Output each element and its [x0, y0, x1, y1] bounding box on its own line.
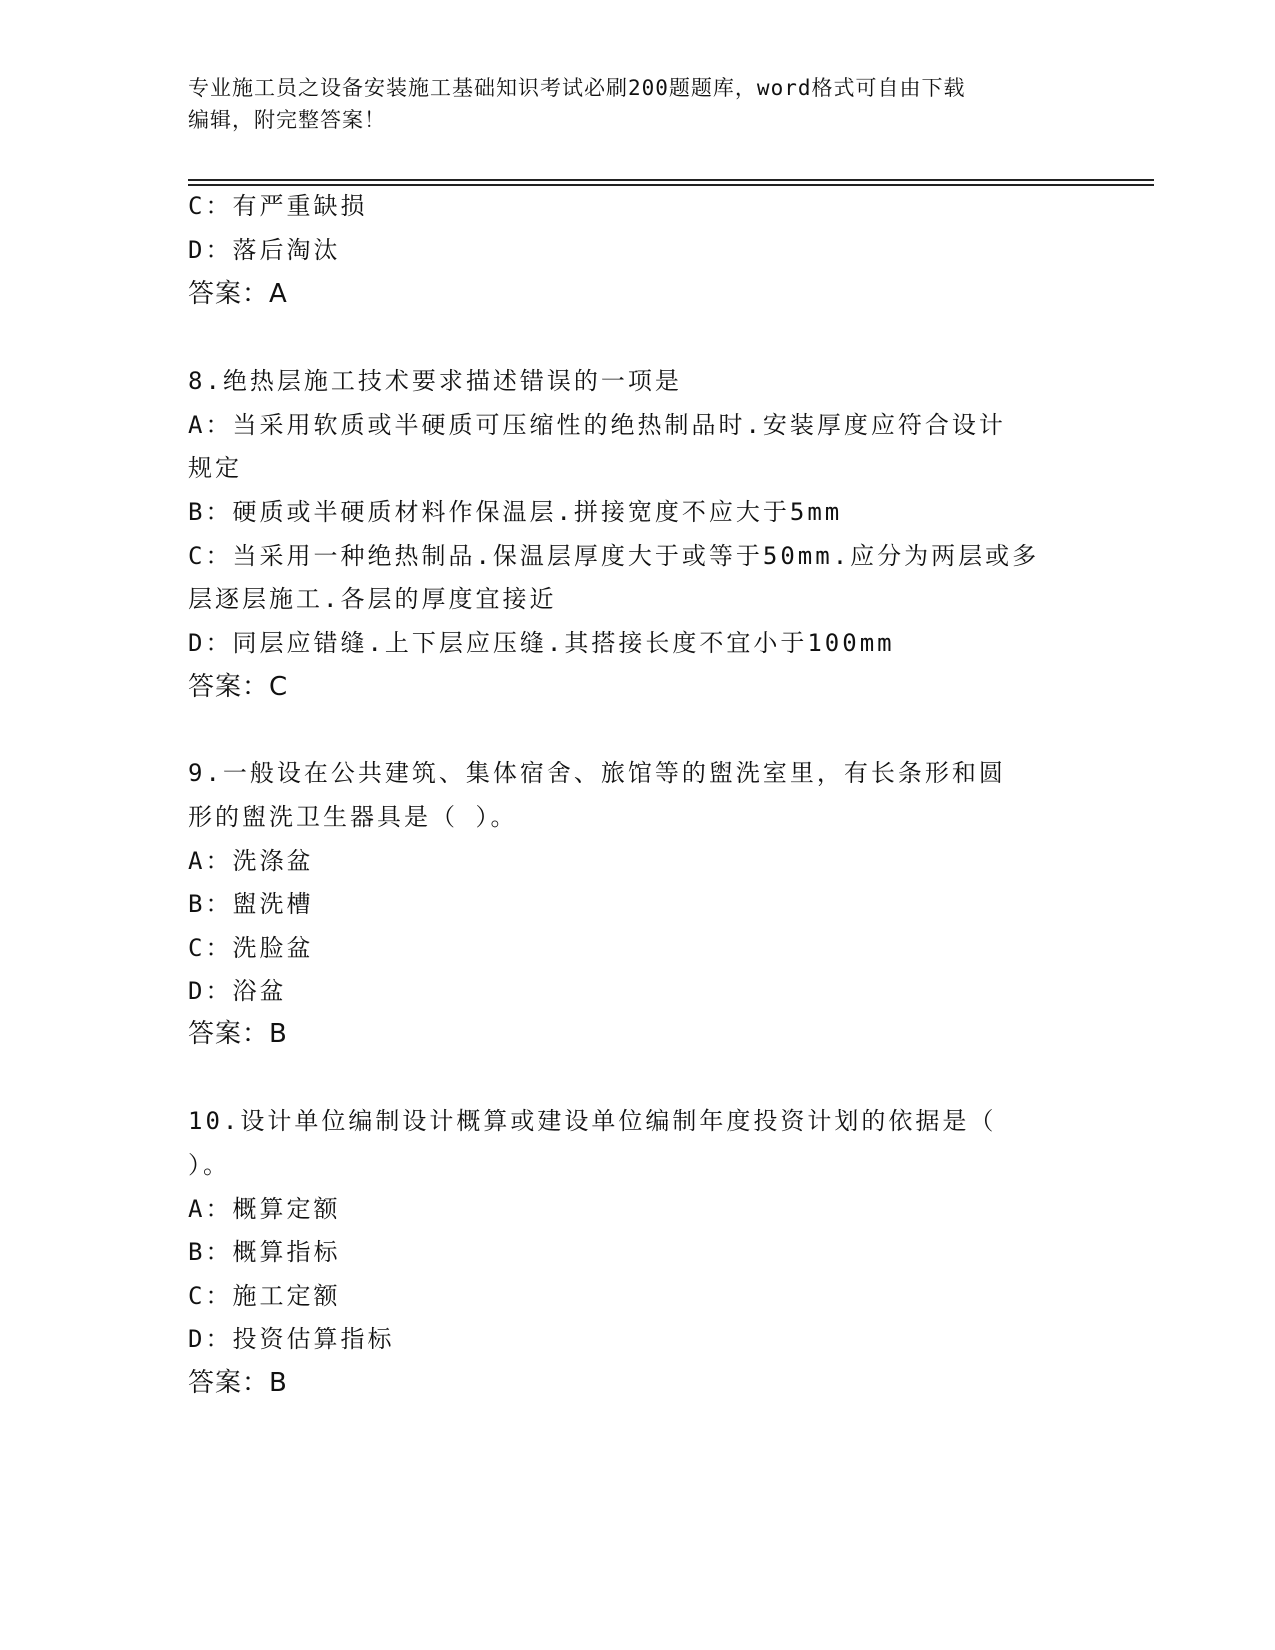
header-title-line-1: 专业施工员之设备安装施工基础知识考试必刷200题题库，word格式可自由下载	[188, 76, 966, 100]
q8-option-d: D：同层应错缝.上下层应压缝.其搭接长度不宜小于100mm	[188, 629, 895, 657]
q7-answer: 答案：A	[188, 279, 288, 309]
q8-option-c-line-2: 层逐层施工.各层的厚度宜接近	[188, 585, 557, 613]
q9-option-a: A：洗涤盆	[188, 847, 314, 875]
q8-option-c-line-1: C：当采用一种绝热制品.保温层厚度大于或等于50mm.应分为两层或多	[188, 542, 1040, 570]
q8-option-b: B：硬质或半硬质材料作保温层.拼接宽度不应大于5mm	[188, 498, 843, 526]
q10-option-a: A：概算定额	[188, 1195, 341, 1223]
q10-question-line-1: 10.设计单位编制设计概算或建设单位编制年度投资计划的依据是（	[188, 1107, 997, 1135]
q9-option-b: B：盥洗槽	[188, 890, 314, 918]
q8-answer: 答案：C	[188, 672, 289, 702]
header-divider-top	[188, 179, 1154, 181]
q9-option-d: D：浴盆	[188, 977, 287, 1005]
q8-question: 8.绝热层施工技术要求描述错误的一项是	[188, 367, 682, 395]
q9-answer: 答案：B	[188, 1019, 288, 1049]
header-title-line-2: 编辑，附完整答案！	[188, 108, 386, 132]
q10-option-d: D：投资估算指标	[188, 1325, 395, 1353]
q9-question-line-1: 9.一般设在公共建筑、集体宿舍、旅馆等的盥洗室里，有长条形和圆	[188, 759, 1006, 787]
document-header	[188, 72, 1068, 136]
q8-option-a-line-2: 规定	[188, 454, 242, 482]
header-divider-bottom	[188, 184, 1154, 186]
q9-option-c: C：洗脸盆	[188, 934, 314, 962]
q9-question-line-2: 形的盥洗卫生器具是（ ）。	[188, 803, 518, 831]
q10-question-line-2: ）。	[188, 1151, 230, 1179]
q7-option-c: C：有严重缺损	[188, 192, 368, 220]
q10-answer: 答案：B	[188, 1368, 288, 1398]
q10-option-c: C：施工定额	[188, 1282, 341, 1310]
q7-option-d: D：落后淘汰	[188, 236, 341, 264]
q8-option-a-line-1: A：当采用软质或半硬质可压缩性的绝热制品时.安装厚度应符合设计	[188, 411, 1006, 439]
q10-option-b: B：概算指标	[188, 1238, 341, 1266]
